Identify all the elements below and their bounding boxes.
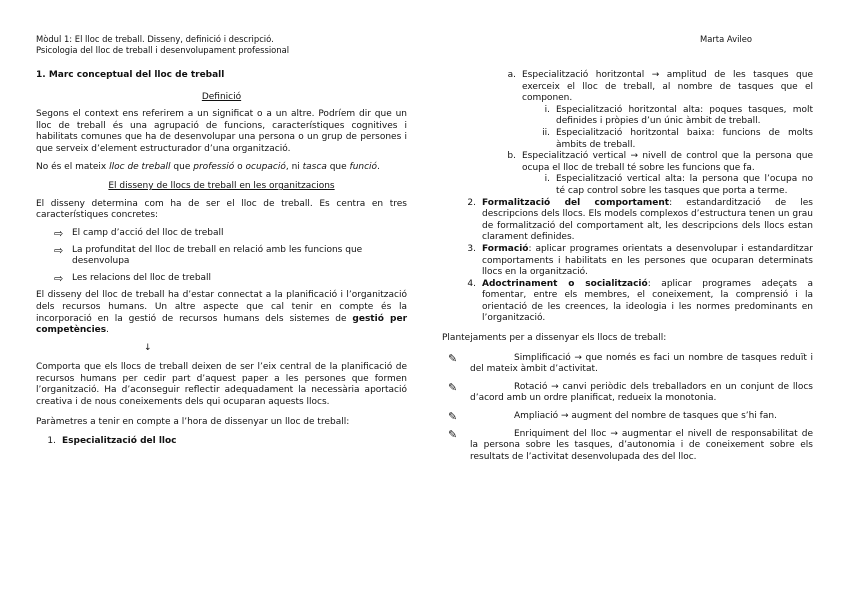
consequence-paragraph: Comporta que els llocs de treball deixen de ser l’eix central de la planificació de recursos humans per cedir part d’aquest paper a les persones que formen l’organització. Ha d’aconseguir reflectir adequadament la necessària aportació creativa i de nous coneixements dels qui ocuparan aquests llocs.	[36, 362, 407, 408]
numbered-item-3: 3. Formació: aplicar programes orientats a desenvolupar i estandarditzar comportaments i habilitats en les persones que ocuparan determinats llocs en la organització.	[467, 243, 813, 278]
section-title: 1. Marc conceptual del lloc de treball	[36, 70, 225, 80]
list-item: ⇨ Les relacions del lloc de treball	[54, 271, 212, 285]
numbered-item-4: 4. Adoctrinament o socialització: aplicar programes adeçats a fomentar, entre els membres, el coneixement, la comprensió i la orientació de les creences, la ideologia i les normes predominants en l’organització.	[467, 278, 813, 324]
subitem-a-i: i. Especialització horitzontal alta: poques tasques, molt definides i pròpies d’un únic àmbit de treball.	[544, 104, 813, 127]
design-paragraph: El disseny determina com ha de ser el lloc de treball. Es centra en tres característiques concretes:	[36, 198, 407, 221]
list-item: ⇨ El camp d’acció del lloc de treball	[54, 226, 224, 240]
left-column	[36, 70, 407, 448]
subitem-b: b. Especialització vertical → nivell de control que la persona que ocupa el lloc de treball té sobre les funcions que fa.	[507, 151, 813, 173]
pushpin-icon: ✎	[448, 351, 458, 365]
header-course-line: Psicologia del lloc de treball i desenvolupament professional	[36, 45, 290, 55]
connection-paragraph: El disseny del lloc de treball ha d’estar connectat a la planificació i l’organització dels recursos humans. Un altre aspecte que cal tenir en compte és la incorporació en la gestió de recursos humans dels sistemes de gestió per competències.	[36, 290, 408, 336]
definition-heading: Definició	[201, 91, 242, 102]
outline-arrow-icon: ⇨	[54, 271, 64, 285]
list-item: ⇨ La profunditat del lloc de treball en relació amb les funcions que desenvolupa	[54, 243, 363, 267]
down-arrow-icon: ↓	[144, 342, 152, 353]
outline-arrow-icon: ⇨	[54, 243, 64, 257]
arrow-list	[54, 228, 407, 284]
design-heading: El disseny de llocs de treball en les organitzacions	[108, 181, 335, 192]
outline-arrow-icon: ⇨	[54, 226, 64, 240]
subitem-a: a. Especialització horitzontal → amplitud de les tasques que exerceix el lloc de treball, al nombre de tasques que el componen.	[507, 70, 813, 104]
approaches-intro: Plantejaments per a dissenyar els llocs de treball:	[442, 333, 667, 344]
bullet-item: ✎ Rotació → canvi periòdic dels treballadors en un conjunt de llocs d’acord amb un ordre planificat, redueix la monotonia.	[442, 382, 813, 405]
bullet-item: ✎ Enriquiment del lloc → augmentar el nivell de responsabilitat de la persona sobre les tasques, d’autonomia i de coneixement sobre els resultats de l’activitat desenvolupada des del lloc.	[442, 429, 813, 464]
pushpin-icon: ✎	[448, 410, 458, 424]
definition-paragraph: Segons el context ens referirem a un significat o a un altre. Podríem dir que un lloc de treball és una agrupació de funcions, característiques cognitives i habilitats comunes que ha de desenvolupar una persona o un grup de persones i que serveix d’element estructurador d’una organització.	[36, 109, 407, 154]
header-module-line: Mòdul 1: El lloc de treball. Disseny, definició i descripció.	[36, 34, 274, 44]
subitem-b-i: i. Especialització vertical alta: la persona que l’ocupa no té cap control sobre les tasques que porta a terme.	[544, 174, 813, 196]
pushpin-icon: ✎	[448, 427, 458, 441]
bullet-item: ✎ Simplificació → que només es faci un nombre de tasques reduït i del mateix àmbit d’activitat.	[442, 353, 813, 376]
subitem-a-ii: ii. Especialització horitzontal baixa: funcions de molts àmbits de treball.	[542, 127, 813, 150]
parameters-intro: Paràmetres a tenir en compte a l’hora de dissenyar un lloc de treball:	[36, 416, 350, 427]
right-column	[442, 70, 813, 469]
distinction-note: No és el mateix lloc de treball que professió o ocupació, ni tasca que funció.	[36, 161, 380, 172]
numbered-item-2: 2. Formalització del comportament: estandardització de les descripcions dels llocs. Els models complexos d’estructura tenen un grau de formalització del comportament alt, les descripcions dels llocs estan clarament definides.	[467, 197, 813, 243]
page-header	[36, 34, 456, 56]
header-author: Marta Avileo	[700, 34, 753, 44]
numbered-item-1: 1. Especialització del lloc	[47, 436, 177, 447]
bullet-item: ✎ Ampliació → augment del nombre de tasques que s’hi fan.	[442, 411, 813, 423]
pushpin-icon: ✎	[448, 380, 458, 394]
